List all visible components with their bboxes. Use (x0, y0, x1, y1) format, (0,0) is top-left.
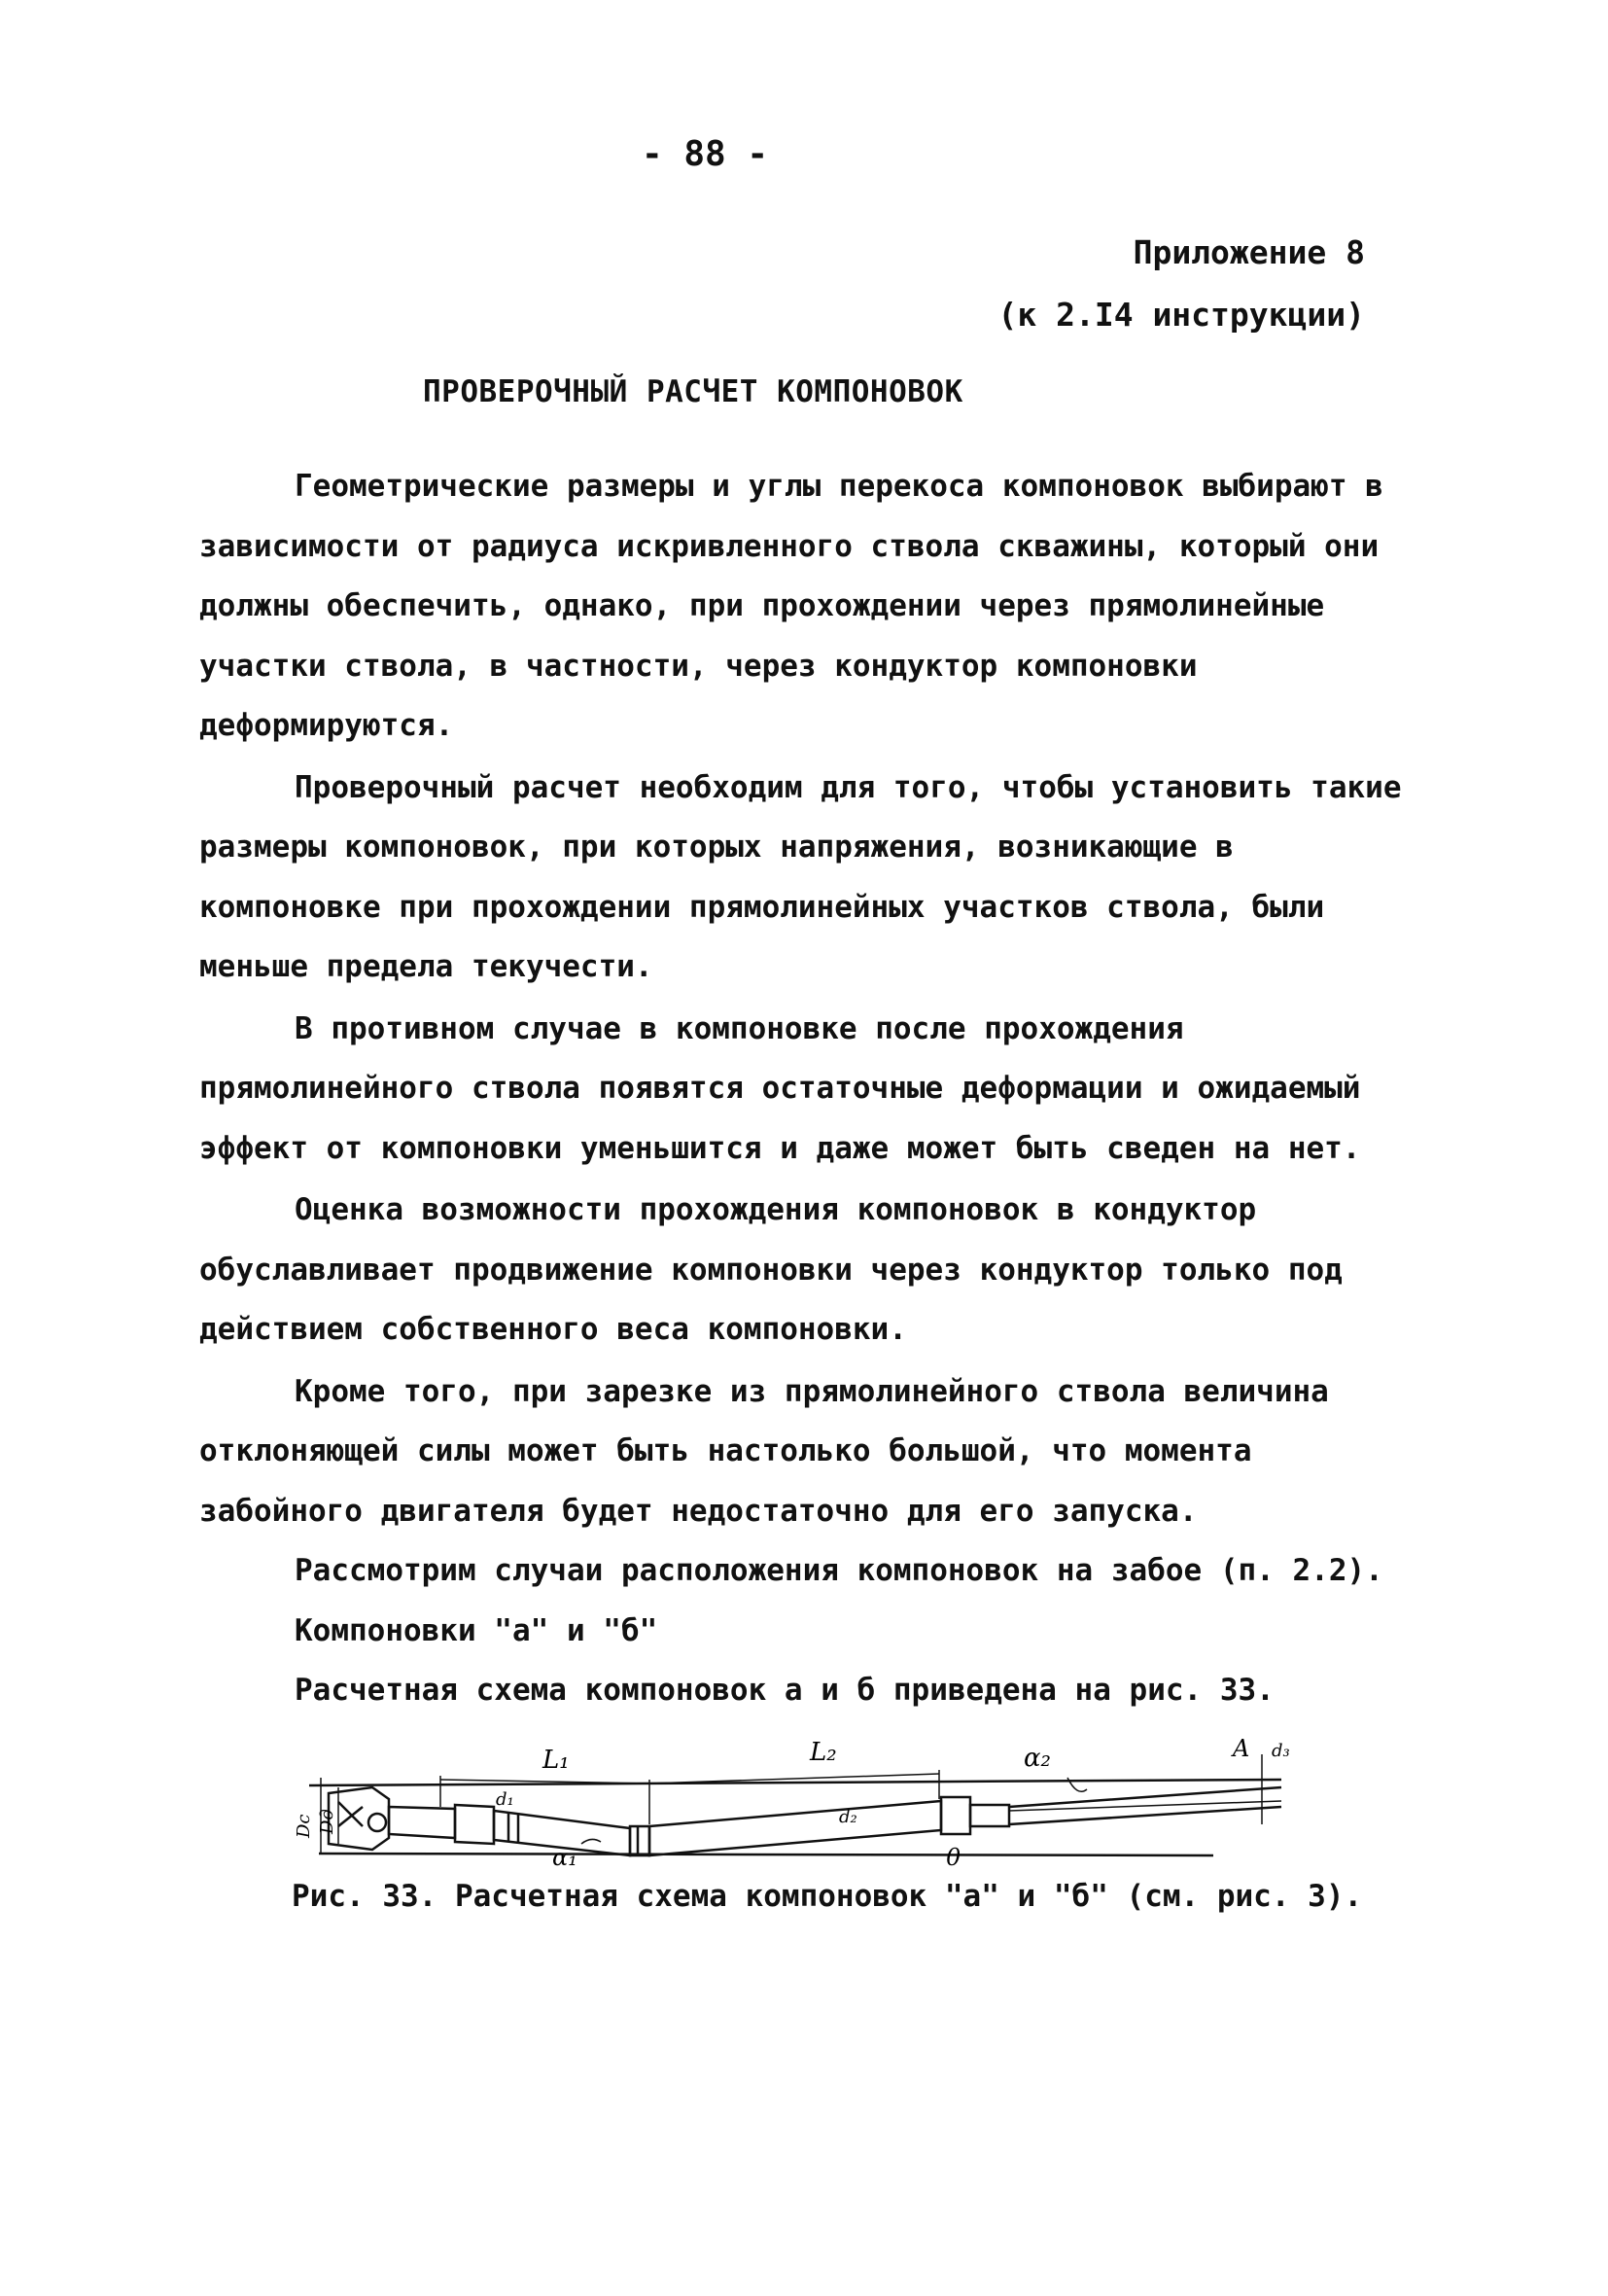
appendix-reference (998, 222, 1366, 346)
label-A: A (1233, 1735, 1250, 1762)
label-d2: d₂ (839, 1807, 857, 1827)
paragraph: Оценка возможности прохождения компоновок в кондуктор обуславливает продвижение компоновки через кондуктор только под действием собственного веса компоновки. (199, 1192, 1343, 1347)
label-L1: L₁ (542, 1746, 570, 1775)
label-L2: L₂ (810, 1738, 837, 1767)
appendix-label: Приложение 8 (1133, 233, 1365, 271)
label-Dd: Dд (317, 1809, 337, 1834)
label-alpha1: α₁ (552, 1844, 577, 1871)
label-O: 0 (946, 1844, 961, 1871)
paragraph: Проверочный расчет необходим для того, чтобы установить такие размеры компоновок, при которых напряжения, возникающие в компоновке при прохождении прямолинейных участков ствола, были меньше предела текучести. (199, 769, 1402, 984)
body-text (199, 457, 1405, 1721)
page-number: - 88 - (641, 134, 769, 174)
borehole-bottom-wall (319, 1854, 1213, 1855)
label-alpha2: α₂ (1024, 1744, 1051, 1773)
text-line: Компоновки "а" и "б" (295, 1612, 658, 1648)
text-line: Расчетная схема компоновок а и б приведена на рис. 33. (295, 1673, 1275, 1708)
motor-section-2 (649, 1801, 941, 1855)
label-d1: d₁ (496, 1789, 514, 1810)
figure-caption: Рис. 33. Расчетная схема компоновок "а" и "б" (см. рис. 3). (292, 1879, 1363, 1914)
paragraph: В противном случае в компоновке после прохождения прямолинейного ствола появятся остаточные деформации и ожидаемый эффект от компоновки уменьшится и даже может быть сведен на нет. (199, 1010, 1361, 1166)
label-d3: d₃ (1272, 1741, 1290, 1761)
lower-section (389, 1807, 455, 1838)
paragraph: Кроме того, при зарезке из прямолинейного ствола величина отклоняющей силы может быть настолько большой, что момента забойного двигателя будет недостаточно для его запуска. (199, 1373, 1329, 1529)
section-title: ПРОВЕРОЧНЫЙ РАСЧЕТ КОМПОНОВОК (423, 374, 963, 409)
text-line: Рассмотрим случаи расположения компоновок на забое (п. 2.2). (295, 1553, 1383, 1588)
label-Dc: Dc (294, 1814, 314, 1838)
angle-alpha1-arc (581, 1839, 601, 1844)
appendix-instruction-ref: (к 2.I4 инструкции) (997, 296, 1365, 334)
calculation-scheme-figure (294, 1729, 1291, 1875)
paragraph: Геометрические размеры и углы перекоса компоновок выбирают в зависимости от радиуса искривленного ствола скважины, который они должны обеспечить, однако, при прохождении через прямолинейные участки ствола, в частности, через кондуктор компоновки деформируются. (199, 469, 1383, 743)
